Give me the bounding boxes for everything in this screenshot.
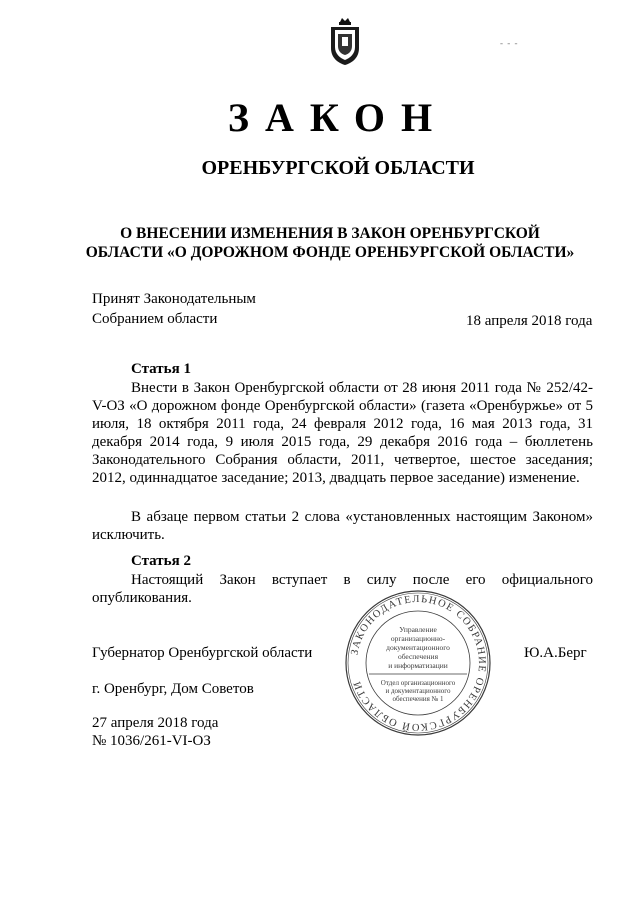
seal-inner-text: документационного [386, 643, 450, 652]
seal-inner-text: и информатизации [388, 661, 448, 670]
article-1-heading: Статья 1 [131, 361, 191, 377]
signatory-name: Ю.А.Берг [524, 645, 587, 661]
law-subject-line: О ВНЕСЕНИИ ИЗМЕНЕНИЯ В ЗАКОН ОРЕНБУРГСКОЙ [120, 225, 540, 242]
article-2-text: Настоящий Закон вступает в силу после его официального опубликования. [92, 572, 593, 606]
seal-inner-text: Управление [399, 625, 437, 634]
law-number: № 1036/261-VI-ОЗ [92, 733, 211, 749]
article-1-paragraph-2 [92, 508, 593, 544]
article-1-text-2: В абзаце первом статьи 2 слова «установленных настоящим Законом» исключить. [92, 509, 593, 543]
seal-inner-text: организационно- [390, 634, 446, 643]
seal-inner-text: обеспечения № 1 [392, 695, 444, 703]
article-2-heading: Статья 2 [131, 553, 191, 569]
article-1-paragraph [92, 379, 593, 487]
adoption-date: 18 апреля 2018 года [466, 313, 593, 329]
seal-inner-text: обеспечения [397, 652, 439, 661]
document-region: ОРЕНБУРГСКОЙ ОБЛАСТИ [201, 157, 475, 179]
adoption-line: Собранием области [92, 311, 218, 327]
signing-date: 27 апреля 2018 года [92, 715, 219, 731]
law-subject [60, 224, 600, 262]
coat-of-arms-icon [328, 18, 362, 66]
document-title: ЗАКОН [227, 95, 449, 140]
signing-place: г. Оренбург, Дом Советов [92, 681, 254, 697]
seal-ring-text: ЗАКОНОДАТЕЛЬНОЕ СОБРАНИЕ ОРЕНБУРГСКОЙ ОБЛАСТИ [349, 593, 488, 733]
registry-mark: - - - [500, 38, 519, 48]
adoption-info [92, 289, 256, 329]
adoption-line: Принят Законодательным [92, 291, 256, 307]
law-subject-line: ОБЛАСТИ «О ДОРОЖНОМ ФОНДЕ ОРЕНБУРГСКОЙ ОБЛАСТИ» [85, 244, 575, 261]
article-1-text: Внести в Закон Оренбургской области от 28 июня 2011 года № 252/42-V-ОЗ «О дорожном фонде Оренбургской области» (газета «Оренбуржье» от 5 июля, 18 октября 2011 года, 24 февраля 2012 года, 16 мая 2013 года, 31 декабря 2014 года, 9 июля 2015 года, 29 декабря 2016 года – бюллетень Законодательного Собрания области, 2011, четвертое, шестое заседания; 2012, одиннадцатое заседание; 2013, двадцать первое заседание) изменение. [92, 380, 593, 486]
official-seal [343, 588, 493, 738]
seal-inner-text: Отдел организационного [380, 679, 456, 687]
signatory-position: Губернатор Оренбургской области [92, 645, 313, 661]
seal-inner-text: и документационного [385, 687, 451, 695]
signing-info [92, 714, 218, 750]
